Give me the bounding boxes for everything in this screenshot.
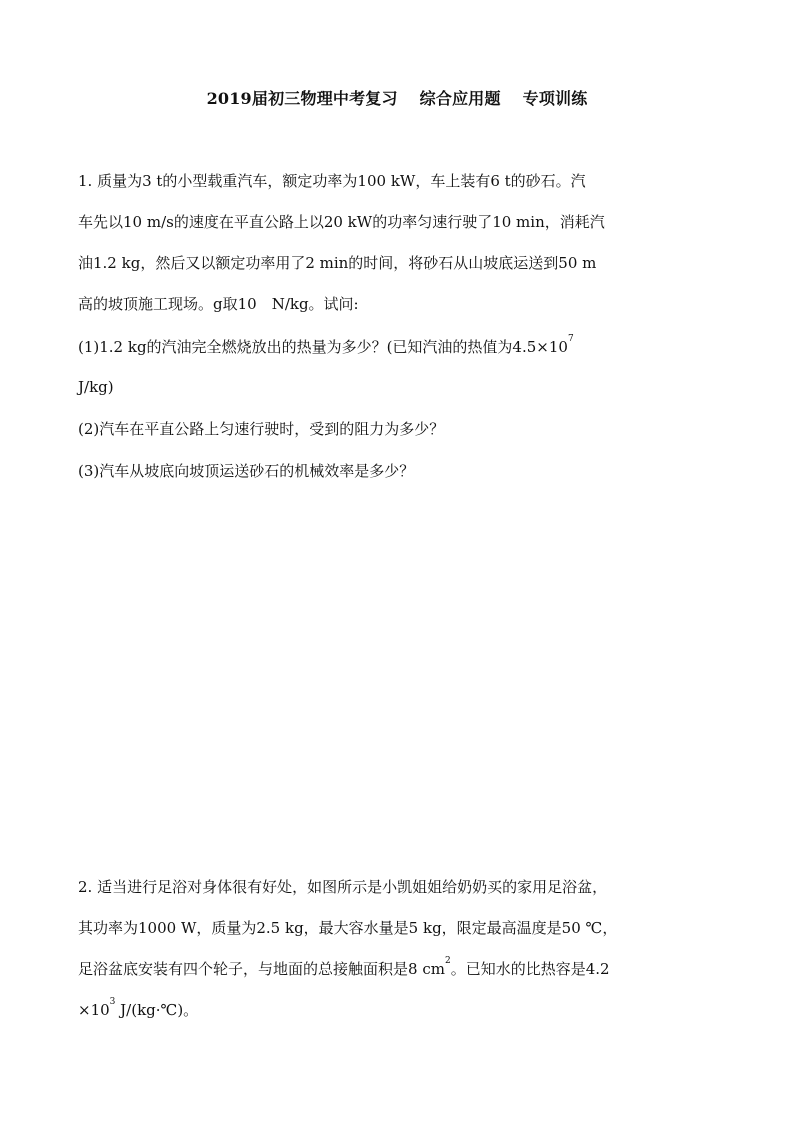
question-1-sub-1-exponent: 7	[567, 334, 574, 344]
question-1-sub-1-text: (1)1.2 kg的汽油完全燃烧放出的热量为多少？(已知汽油的热值为4.5×10	[78, 338, 568, 356]
question-2-line-2: 其功率为1000 W，质量为2.5 kg，最大容水量是5 kg，限定最高温度是50 ℃，	[78, 919, 618, 937]
question-2-line-1: 2. 适当进行足浴对身体很有好处，如图所示是小凯姐姐给奶奶买的家用足浴盆，	[78, 878, 608, 896]
question-1-sub-3: (3)汽车从坡底向坡顶运送砂石的机械效率是多少？	[78, 462, 415, 480]
question-1-sub-1	[78, 336, 574, 358]
question-2-line-3-tail: 。已知水的比热容是4.2	[450, 960, 610, 978]
question-2-line-4-pre: ×10	[78, 1001, 110, 1019]
question-2-line-3-text: 足浴盆底安装有四个轮子，与地面的总接触面积是8 cm	[78, 960, 445, 978]
question-1-line-4: 高的坡顶施工现场。g取10 N/kg。试问:	[78, 295, 359, 313]
question-2-line-4-exponent: 3	[109, 997, 116, 1007]
question-1-line-2: 车先以10 m/s的速度在平直公路上以20 kW的功率匀速行驶了10 min，消耗汽	[78, 213, 605, 231]
question-2-line-4-tail: J/(kg·℃)。	[115, 1001, 199, 1019]
question-2-line-3	[78, 958, 610, 980]
question-1-sub-2: (2)汽车在平直公路上匀速行驶时，受到的阻力为多少？	[78, 420, 445, 438]
question-1-sub-1-continuation: J/kg)	[78, 378, 114, 396]
question-2-line-3-exponent: 2	[444, 956, 451, 966]
question-2-line-4	[78, 999, 198, 1021]
question-1-line-3: 油1.2 kg，然后又以额定功率用了2 min的时间，将砂石从山坡底运送到50 m	[78, 254, 597, 272]
question-1-line-1: 1. 质量为3 t的小型载重汽车，额定功率为100 kW，车上装有6 t的砂石。汽	[78, 172, 586, 190]
document-title: 2019届初三物理中考复习 综合应用题 专项训练	[206, 89, 588, 108]
